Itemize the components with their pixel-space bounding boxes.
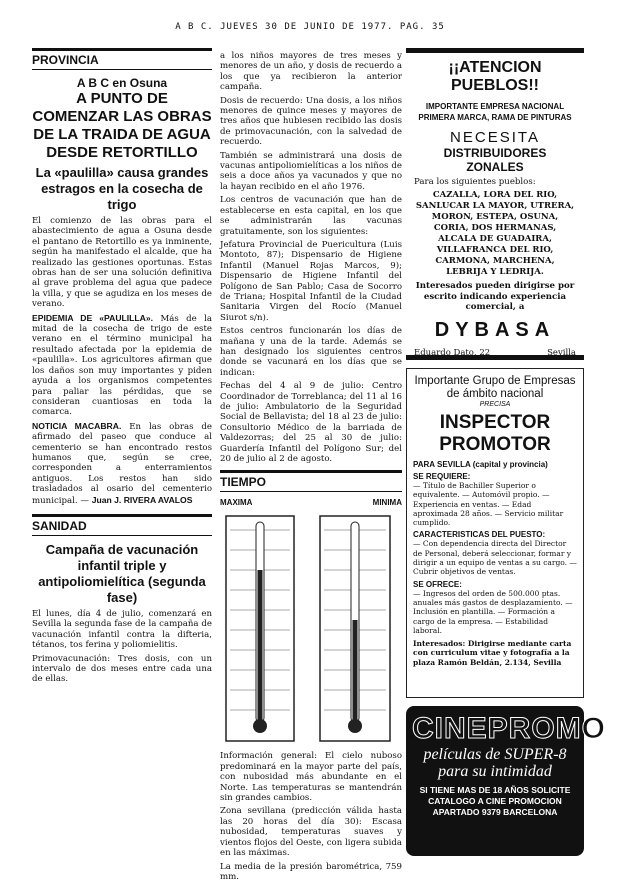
ad-company: IMPORTANTE EMPRESA NACIONAL PRIMERA MARCA, RAMA DE PINTURAS [414, 101, 576, 123]
headline-vacunacion: Campaña de vacunación infantil triple y antipoliomielítica (segunda fase) [32, 542, 212, 606]
article-paragraph: El lunes, día 4 de julio, comenzará en Sevilla la segunda fase de la campaña de vacunación infantil contra la difteria, tétanos, tos ferina y poliomielitis. [32, 609, 212, 651]
ad-cine-promo: SI TIENE MAS DE 18 AÑOS SOLICITE CATALOGO A CINE PROMOCION APARTADO 9379 BARCELONA [412, 785, 578, 818]
article-paragraph: EPIDEMIA DE «PAULILLA». Más de la mitad de la cosecha de trigo de este verano en el término municipal ha resultado afectada por la epidemia de «paulilla». Los agricultores afirman que los daños son muy importantes y piden ayuda a los organismos competentes para paliar las pérdidas, que se consideran cuantiosas en toda la comarca. [32, 313, 212, 418]
ad-offer-title: SE OFRECE: [413, 580, 577, 589]
ad-cine-brand: CINEPROMO [412, 712, 578, 746]
page-header: A B C. JUEVES 30 DE JUNIO DE 1977. PAG. 35 [0, 22, 620, 32]
article-paragraph: Jefatura Provincial de Puericultura (Luis Montoto, 87); Dispensario de Higiene Infantil (Manuel Rojas Marcos, 9); Dispensario de Higiene Infantil del Polígono de San Pablo; Casa de Socorro de Triana; Hospital Infantil de la Ciudad Sanitaria Virgen del Rocío (Manuel Siurot s/n). [220, 240, 402, 323]
thermometers-illustration [220, 510, 402, 750]
ad-precisa: PRECISA [413, 401, 577, 408]
article-paragraph: El comienzo de las obras para el abastecimiento de agua a Osuna desde el pantano de Retortillo es ya inminente, según ha manifestado el alcalde, que ha realizado las gestiones oportunas. Estas obras han de ser una solución definitiva al grave problema del agua que padece la villa, y que se agudiza en los meses de verano. [32, 216, 212, 310]
article-paragraph: Estos centros funcionarán los días de mañana y una de la tarde. Además se han designado los siguientes centros donde se vacunará en los días que se indican: [220, 326, 402, 378]
ad-city: Sevilla [547, 348, 576, 358]
ad-role: DISTRIBUIDORES ZONALES [414, 146, 576, 174]
ad-contact: Interesados pueden dirigirse por escrito indicando experiencia comercial, a [414, 281, 576, 312]
ad-position: INSPECTOR PROMOTOR [413, 412, 577, 456]
article-paragraph: Fechas del 4 al 9 de julio: Centro Coordinador de Torreblanca; del 11 al 16 de julio: Ambulatorio de la Seguridad Social de Bellavista; del 18 al 23 de julio: Consultorio Médico de la barriada de Valdezorras; del 25 al 30 de julio: Guardería Infantil del Polígono Sur; del 20 de julio al 2 de agosto. [220, 381, 402, 464]
subhead-paulilla: La «paulilla» causa grandes estragos en la cosecha de trigo [32, 165, 212, 213]
ad-tagline: Importante Grupo de Empresas de ámbito nacional [413, 375, 577, 401]
article-paragraph: Los centros de vacunación que han de establecerse en esta capital, en los que se administrarán las vacunas gratuitamente, son los siguientes: [220, 195, 402, 237]
max-label: MAXIMA [220, 498, 252, 507]
column-vacunacion-tiempo [220, 48, 402, 838]
ad-char-title: CARACTERISTICAS DEL PUESTO: [413, 530, 577, 539]
article-paragraph: Dosis de recuerdo: Una dosis, a los niños menores de quince meses y mayores de tres años que hubiesen recibido las dosis de primovacunación, con la salvedad de recuerdo. [220, 96, 402, 148]
section-title-sanidad: SANIDAD [32, 514, 212, 536]
ad-req: — Título de Bachiller Superior o equivalente. — Automóvil propio. — Experiencia en ventas. — Edad aproximada 28 años. — Servicio militar cumplido. [413, 481, 577, 527]
ad-towns: CAZALLA, LORA DEL RIO, SANLUCAR LA MAYOR, UTRERA, MORON, ESTEPA, OSUNA, CORIA, DOS HERMANAS, ALCALA DE GUADAIRA, VILLAFRANCA DEL RIO, CARMONA, MARCHENA, LEBRIJA Y LEDRIJA. [414, 190, 576, 278]
article-paragraph: Zona sevillana (predicción válida hasta las 20 horas del día 30): Escasa nubosidad, temperaturas suaves y vientos flojos del Oeste, con ligera subida en las máximas. [220, 806, 402, 858]
ad-address-row [414, 348, 576, 358]
ad-inspector-promotor [406, 368, 584, 698]
article-paragraph: También se administrará una dosis de vacunas antipoliomielíticas a los niños de seis a doce años ya vacunados y que no la hayan recibido en el año 1976. [220, 151, 402, 193]
section-title-tiempo: TIEMPO [220, 470, 402, 492]
signature: Juan J. RIVERA AVALOS [92, 495, 193, 505]
article-paragraph: Información general: El cielo nuboso predominará en la mayor parte del país, con nubosidad más abundante en el Norte. Las temperaturas se mantendrán sin grandes cambios. [220, 751, 402, 803]
ad-offer: — Ingresos del orden de 500.000 ptas. anuales más gastos de desplazamiento. — Inclusión en plantilla. — Formación a cargo de la empresa. — Estabilidad laboral. [413, 589, 577, 635]
section-title-provincia: PROVINCIA [32, 48, 212, 70]
ad-cine-slogan: películas de SUPER-8 para su intimidad [412, 746, 578, 780]
ad-char: — Con dependencia directa del Director de Personal, deberá seleccionar, formar y dirigir a un equipo de ventas a su cargo. — Cubrir objetivos de ventas. [413, 539, 577, 576]
article-paragraph: La media de la presión barométrica, 759 mm. [220, 862, 402, 882]
kicker: A B C en Osuna [32, 76, 212, 90]
column-provincia [32, 48, 212, 838]
ad-brand: DYBASA [414, 319, 576, 342]
thermometer-figure [220, 498, 402, 748]
column-ads [406, 48, 584, 838]
article-paragraph: NOTICIA MACABRA. En las obras de afirmado del paseo que conduce al cementerio se han encontrado restos humanos que, según se cree, corresponden a enterramientos antiguos. Los restos han sido trasladados al osario del cementerio municipal. — Juan J. RIVERA AVALOS [32, 421, 212, 506]
ad-for: PARA SEVILLA (capital y provincia) [413, 460, 577, 469]
ad-needs: NECESITA [414, 129, 576, 146]
ad-address: Eduardo Dato, 22 [414, 348, 490, 358]
ad-req-title: SE REQUIERE: [413, 472, 577, 481]
ad-cinepromo [406, 706, 584, 856]
ad-contact: Interesados: Dirigirse mediante carta con curriculum vitae y fotografía a la plaza Ramón Beldán, 2.134, Sevilla [413, 639, 577, 667]
article-paragraph: a los niños mayores de tres meses y menores de un año, y dosis de recuerdo a los que ya recibieron la anterior campaña. [220, 51, 402, 93]
lead-in: NOTICIA MACABRA. [32, 421, 121, 431]
ad-intro: Para los siguientes pueblos: [414, 177, 576, 187]
lead-in: EPIDEMIA DE «PAULILLA». [32, 313, 153, 323]
ad-title: ¡¡ATENCION PUEBLOS!! [414, 59, 576, 95]
min-label: MINIMA [373, 498, 402, 507]
ad-atencion-pueblos [406, 48, 584, 360]
headline-agua: A PUNTO DE COMENZAR LAS OBRAS DE LA TRAIDA DE AGUA DESDE RETORTILLO [32, 90, 212, 162]
article-paragraph: Primovacunación: Tres dosis, con un intervalo de dos meses entre cada una de ellas. [32, 654, 212, 685]
